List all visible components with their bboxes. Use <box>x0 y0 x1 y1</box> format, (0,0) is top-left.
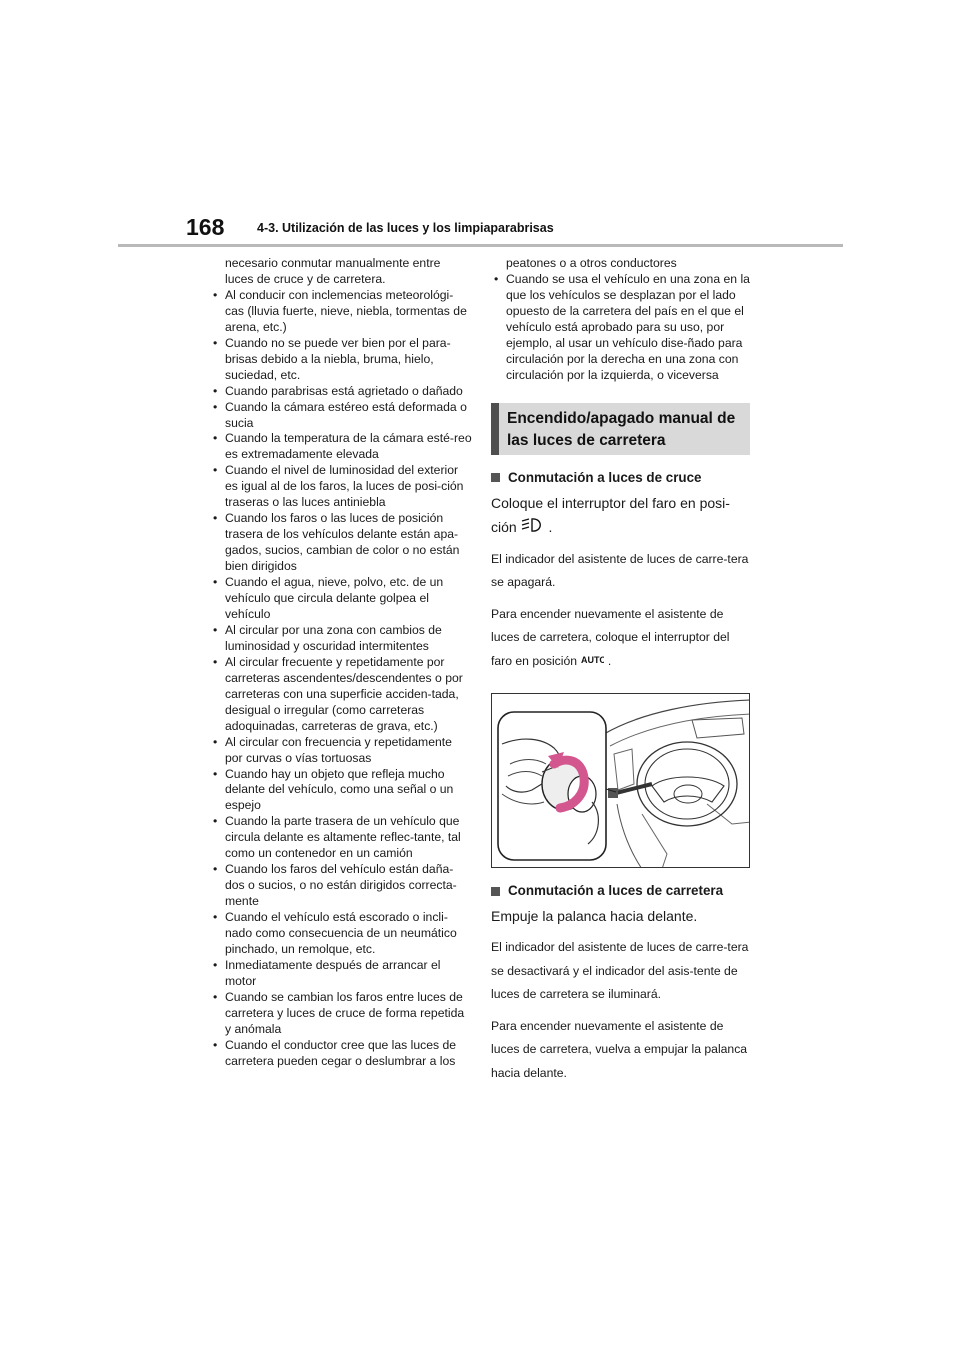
bullet-item: • Al circular por una zona con cambios de luminosidad y oscuridad intermitentes <box>210 623 472 655</box>
square-marker-icon <box>491 887 500 896</box>
low-beam-paragraph-1: El indicador del asistente de luces de carre-tera se apagará. <box>491 551 749 590</box>
low-beam-headlight-icon <box>521 516 545 540</box>
bullet-item: • Cuando el nivel de luminosidad del exterior es igual al de los faros, la luces de posi-ción traseras o las luces antiniebla <box>210 463 472 511</box>
bullet-item: • Al conducir con inclemencias meteorológi-cas (lluvia fuerte, nieve, niebla, tormentas de arena, etc.) <box>210 288 472 336</box>
paragraph-text: Para encender nuevamente el asistente de luces de carretera, coloque el interruptor del faro en posición <box>491 606 730 668</box>
bullet-item: • Cuando el agua, nieve, polvo, etc. de un vehículo que circula delante golpea el vehículo <box>210 575 472 623</box>
square-marker-icon <box>491 473 500 482</box>
section-heading-box <box>491 403 750 455</box>
bullet-item: • Cuando la temperatura de la cámara esté-reo es extremadamente elevada <box>210 431 472 463</box>
bullet-item: • Cuando se usa el vehículo en una zona en la que los vehículos se desplazan por el lado opuesto de la carretera del país en el que el vehículo está aprobado para su uso, por ejemplo, al usar un vehículo dise-ñado para circulación por la derecha en una zona con circulación por la izquierda, o viceversa <box>491 272 753 384</box>
left-bullet-list <box>210 288 472 1070</box>
bullet-item: • Cuando la cámara estéreo está deformada o sucia <box>210 400 472 432</box>
headlight-switch-illustration <box>491 693 750 868</box>
instruction-text: Coloque el interruptor del faro en posi-ción <box>491 494 730 535</box>
header-rule <box>118 244 843 247</box>
bullet-item: • Inmediatamente después de arrancar el motor <box>210 958 472 990</box>
left-continuation-text: necesario conmutar manualmente entre luces de cruce y de carretera. <box>225 256 441 286</box>
auto-headlight-icon <box>580 650 604 674</box>
bullet-item: • Cuando la parte trasera de un vehículo que circula delante es altamente reflec-tante, tal como un contenedor en un camión <box>210 814 472 862</box>
low-beam-paragraph-2 <box>491 603 753 674</box>
bullet-item: • Cuando el conductor cree que las luces de carretera pueden cegar o deslumbrar a los <box>210 1038 472 1070</box>
left-column <box>210 256 472 1070</box>
bullet-item: • Cuando los faros del vehículo están daña-dos o sucios, o no están dirigidos correcta-mente <box>210 862 472 910</box>
high-beam-subheading <box>491 882 753 900</box>
bullet-item: • Cuando se cambian los faros entre luces de carretera y luces de cruce de forma repetida y anómala <box>210 990 472 1038</box>
bullet-item: • Cuando hay un objeto que refleja mucho delante del vehículo, como una señal o un espejo <box>210 767 472 815</box>
section-heading: Encendido/apagado manual de las luces de carretera <box>507 409 736 449</box>
paragraph-end: . <box>607 653 612 668</box>
high-beam-paragraph-1: El indicador del asistente de luces de carre-tera se desactivará y el indicador del asis-tente de luces de carretera se iluminará. <box>491 940 749 1002</box>
svg-text:AUTO: AUTO <box>581 654 605 665</box>
right-bullet-list <box>491 272 753 384</box>
bullet-item: • Cuando los faros o las luces de posición trasera de los vehículos delante están apa-gados, sucios, cambian de color o no están bien dirigidos <box>210 511 472 575</box>
right-column <box>491 256 753 1085</box>
page-number: 168 <box>186 214 225 240</box>
bullet-item: • Al circular frecuente y repetidamente por carreteras ascendentes/descendentes o por carreteras con una superficie acciden-tada, desigual o irregular (como carreteras adoquinadas, carreteras de grava, etc.) <box>210 655 472 735</box>
bullet-item: • Cuando no se puede ver bien por el para-brisas debido a la niebla, bruma, hielo, suciedad, etc. <box>210 336 472 384</box>
section-path: 4-3. Utilización de las luces y los limpiaparabrisas <box>257 221 554 235</box>
instruction-end: . <box>548 518 553 535</box>
high-beam-paragraph-2: Para encender nuevamente el asistente de luces de carretera, vuelva a empujar la palanca hacia delante. <box>491 1018 748 1080</box>
high-beam-instruction: Empuje la palanca hacia delante. <box>491 908 698 925</box>
low-beam-heading-text: Conmutación a luces de cruce <box>508 469 702 485</box>
bullet-item: • Cuando parabrisas está agrietado o dañado <box>210 384 472 400</box>
right-continuation-text: peatones o a otros conductores <box>506 256 677 270</box>
high-beam-heading-text: Conmutación a luces de carretera <box>508 883 724 899</box>
bullet-item: • Al circular con frecuencia y repetidamente por curvas o vías tortuosas <box>210 735 472 767</box>
low-beam-instruction <box>491 491 753 540</box>
low-beam-subheading <box>491 469 753 487</box>
bullet-item: • Cuando el vehículo está escorado o incli-nado como consecuencia de un neumático pinchado, un remolque, etc. <box>210 910 472 958</box>
illustration-svg <box>492 694 750 868</box>
